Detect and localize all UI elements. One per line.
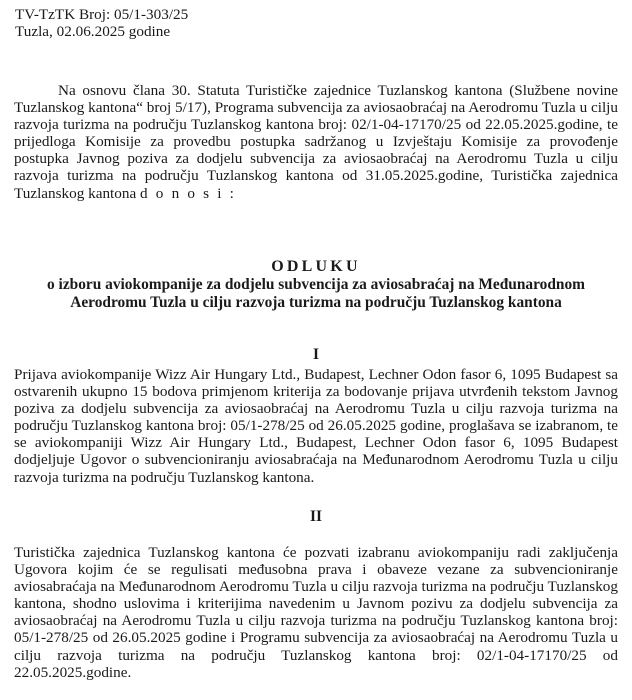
- intro-verb: d o n o s i :: [140, 184, 237, 202]
- reference-number: TV-TzTK Broj: 05/1-303/25: [15, 6, 189, 23]
- section-1-paragraph: Prijava aviokompanije Wizz Air Hungary Ltd., Budapest, Lechner Odon fasor 6, 1095 Budapest sa ostvarenih ukupno 15 bodova primjenom kriterija za bodovanje prijava utvrđenih tekstom Javnog poziva za dodjelu subvencija za aviosaobraćaj na Aerodromu Tuzla u cilju razvoja turizma na području Tuzlanskog kantona broj: 05/1-278/25 od 26.05.2025 godine, proglašava se izabranom, te se aviokompaniji Wizz Air Hungary Ltd., Budapest, Lechner Odon fasor 6, 1095 Budapest dodjeljuje Ugovor o subvencioniranju aviosabraćaja na Međunarodnom Aerodromu Tuzla u cilju razvoja turizma na području Tuzlanskog kantona.: [14, 366, 618, 486]
- section-numeral-2: II: [310, 508, 322, 525]
- document-subtitle: o izboru aviokompanije za dodjelu subvencija za aviosabraćaj na Međunarodnom Aerodromu Tuzla u cilju razvoja turizma na području Tuzlanskog kantona: [47, 276, 585, 311]
- intro-text: Na osnovu člana 30. Statuta Turističke zajednice Tuzlanskog kantona (Službene novine Tuzlanskog kantona“ broj 5/17), Programa subvencija za aviosaobraćaj na Aerodromu Tuzla u cilju razvoja turizma na području Tuzlanskog kantona broj: 02/1-04-17170/25 od 22.05.2025.godine, te prijedloga Komisije za provedbu postupka sadržanog u Izvještaju Komisije za provođenje postupka Javnog poziva za dodjelu subvencija za aviosaobraćaj na Aerodromu Tuzla u cilju razvoja turizma na području Tuzlanskog kantona od 31.05.2025.godine, Turistička zajednica Tuzlanskog kantona: [14, 82, 618, 202]
- place-and-date: Tuzla, 02.06.2025 godine: [15, 23, 171, 40]
- section-numeral-1: I: [313, 346, 319, 363]
- document-title: ODLUKU: [271, 258, 361, 275]
- intro-paragraph: [14, 82, 618, 202]
- section-2-paragraph: Turistička zajednica Tuzlanskog kantona će pozvati izabranu aviokompaniju radi zaključenja Ugovora kojim će se regulisati međusobna prava i obaveze vezane za subvencioniranje aviosabraćaja na Međunarodnom Aerodromu Tuzla u cilju razvoja turizma na području Tuzlanskog kantona, shodno uslovima i kriterijima navedenim u Javnom pozivu za dodjelu subvencija za aviosaobraćaj na Aerodromu Tuzla u cilju razvoja turizma na području Tuzlanskog kantona broj: 05/1-278/25 od 26.05.2025 godine i Programu subvencija za aviosaobraćaj na Aerodromu Tuzla u cilju razvoja turizma na području Tuzlanskog kantona broj: 02/1-04-17170/25 od 22.05.2025.godine.: [14, 544, 618, 681]
